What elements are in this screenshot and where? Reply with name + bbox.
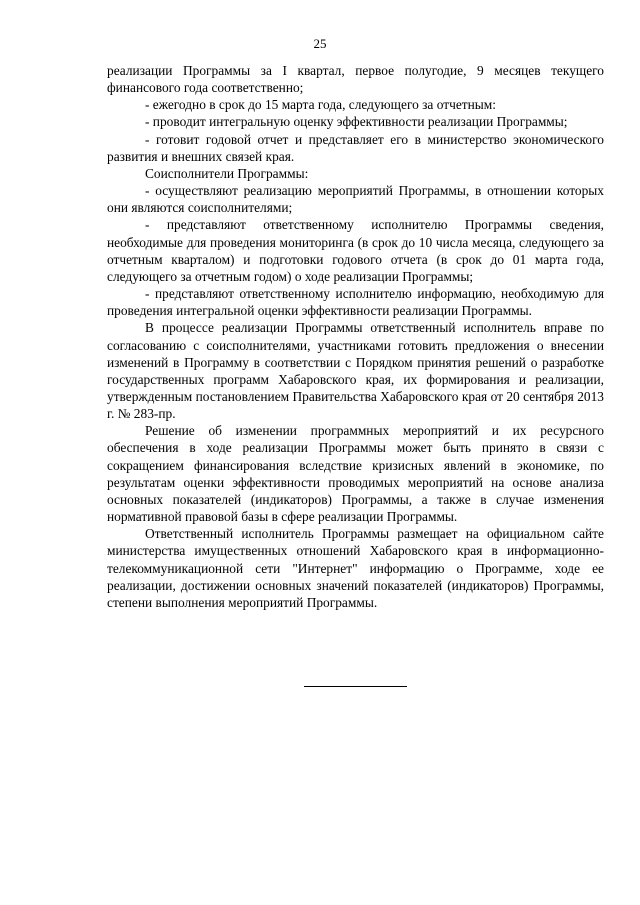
- paragraph: - готовит годовой отчет и представляет его в министерство экономического развития и внешних связей края.: [107, 131, 604, 164]
- paragraph: - представляют ответственному исполнителю информацию, необходимую для проведения интегральной оценки эффективности реализации Программы.: [107, 286, 604, 319]
- paragraph: Решение об изменении программных мероприятий и их ресурсного обеспечения в ходе реализации Программы может быть принято в связи с сокращением финансирования вследствие кризисных явлений в экономике, по результатам оценки эффективности проводимых мероприятий на основе анализа основных показателей (индикаторов) Программы, а также в случае изменения нормативной правовой базы в сфере реализации Программы.: [107, 423, 604, 525]
- paragraph: - осуществляют реализацию мероприятий Программы, в отношении которых они являются соисполнителями;: [107, 183, 604, 216]
- page-number: 25: [313, 36, 327, 51]
- paragraph: - представляют ответственному исполнителю Программы сведения, необходимые для проведения мониторинга (в срок до 10 числа месяца, следующего за отчетным кварталом) и подготовки годового отчета (в срок до 01 марта года, следующего за отчетным годом) о ходе реализации Программы;: [107, 217, 604, 284]
- paragraph: - проводит интегральную оценку эффективности реализации Программы;: [145, 114, 568, 130]
- paragraph: Ответственный исполнитель Программы размещает на официальном сайте министерства имущественных отношений Хабаровского края в информационно-телекоммуникационной сети "Интернет" информацию о Программе, ходе ее реализации, достижении основных значений показателей (индикаторов) Программы, степени выполнения мероприятий Программы.: [107, 526, 604, 610]
- paragraph: - ежегодно в срок до 15 марта года, следующего за отчетным:: [145, 97, 496, 113]
- end-of-text-rule: [304, 686, 407, 687]
- paragraph: Соисполнители Программы:: [145, 165, 309, 181]
- paragraph: В процессе реализации Программы ответственный исполнитель вправе по согласованию с соисполнителями, участниками готовить предложения о внесении изменений в Программу в соответствии с Порядком принятия решений о разработке государственных программ Хабаровского края, их формирования и реализации, утвержденным постановлением Правительства Хабаровского края от 20 сентября 2013 г. № 283-пр.: [107, 320, 604, 422]
- paragraph: реализации Программы за I квартал, первое полугодие, 9 месяцев текущего финансового года соответственно;: [107, 63, 604, 96]
- body-text: [107, 62, 604, 611]
